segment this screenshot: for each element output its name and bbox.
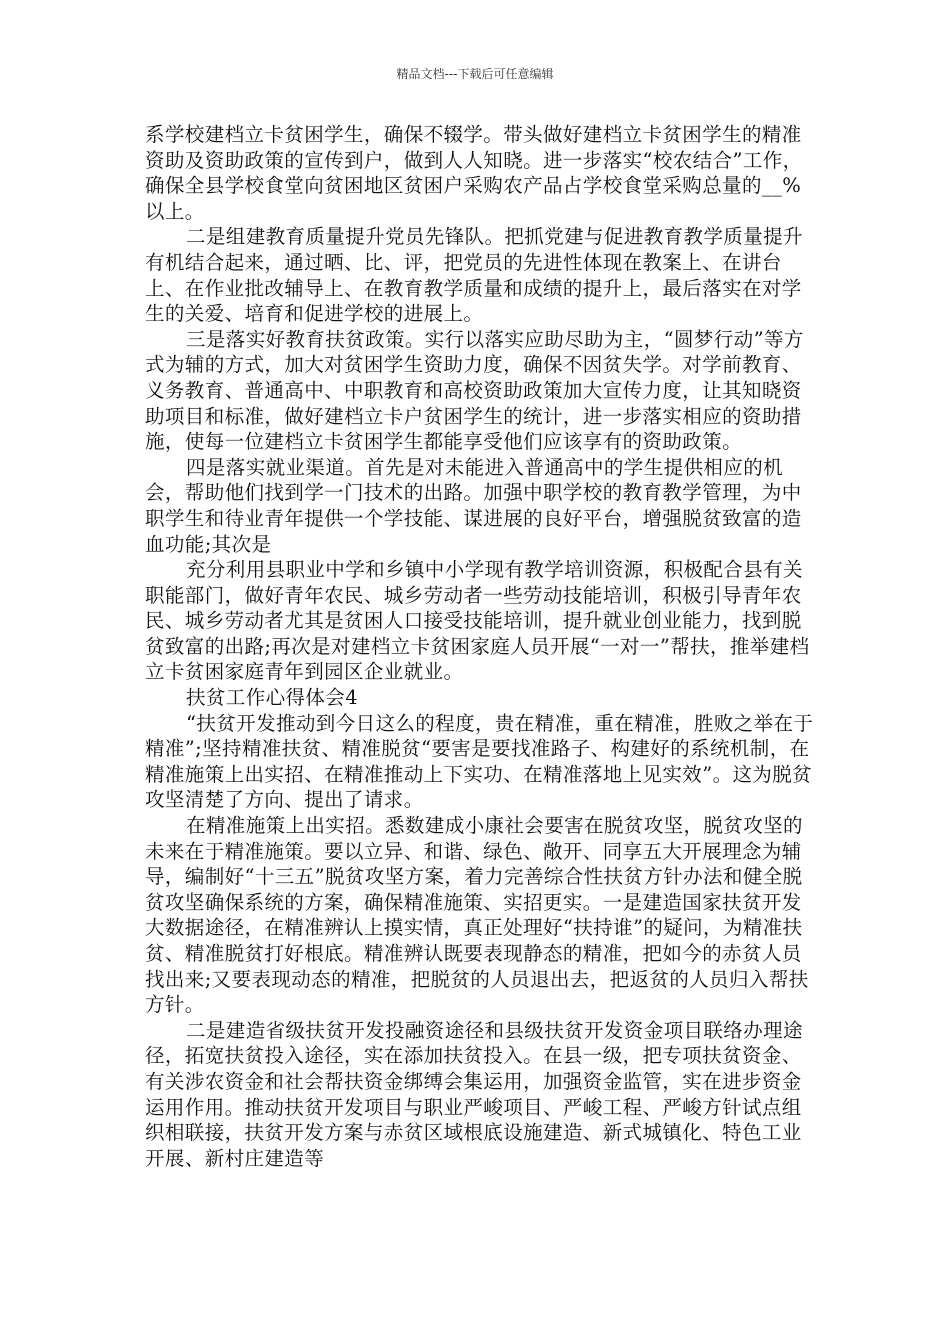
document-body <box>145 122 817 1171</box>
paragraph-3: 三是落实好教育扶贫政策。实行以落实应助尽助为主，“圆梦行动”等方式为辅的方式，加大对贫困学生资助力度，确保不因贫失学。对学前教育、义务教育、普通高中、中职教育和高校资助政策加大宣传力度，让其知晓资助项目和标准，做好建档立卡户贫困学生的统计，进一步落实相应的资助措施，使每一位建档立卡贫困学生都能享受他们应该享有的资助政策。 <box>145 327 804 454</box>
paragraph-4: 四是落实就业渠道。首先是对未能进入普通高中的学生提供相应的机会，帮助他们找到学一门技术的出路。加强中职学校的教育教学管理，为中职学生和待业青年提供一个学技能、谋进展的良好平台，增强脱贫致富的造血功能;其次是 <box>145 455 802 556</box>
paragraph-7: 在精准施策上出实招。悉数建成小康社会要害在脱贫攻坚，脱贫攻坚的未来在于精准施策。要以立异、和谐、绿色、敞开、同享五大开展理念为辅导，编制好“十三五”脱贫攻坚方案，着力完善综合性扶贫方针办法和健全脱贫攻坚确保系统的方案，确保精准施策、实招更实。一是建造国家扶贫开发大数据途径，在精准辨认上摸实情，真正处理好“扶持谁”的疑问，为精准扶贫、精准脱贫打好根底。精准辨认既要表现静态的精准，把如今的赤贫人员找出来;又要表现动态的精准，把脱贫的人员退出去，把返贫的人员归入帮扶方针。 <box>145 814 809 1017</box>
paragraph-5: 充分利用县职业中学和乡镇中小学现有教学培训资源，积极配合县有关职能部门，做好青年农民、城乡劳动者一些劳动技能培训，积极引导青年农民、城乡劳动者尤其是贫困人口接受技能培训，提升就业创业能力，找到脱贫致富的出路;再次是对建档立卡贫困家庭人员开展“一对一”帮扶，推举建档立卡贫困家庭青年到园区企业就业。 <box>145 558 810 684</box>
paragraph-2: 二是组建教育质量提升党员先锋队。把抓党建与促进教育教学质量提升有机结合起来，通过晒、比、评，把党员的先进性体现在教案上、在讲台上、在作业批改辅导上、在教育教学质量和成绩的提升上，最后落实在对学生的关爱、培育和促进学校的进展上。 <box>145 225 803 326</box>
page-header: 精品文档---下载后可任意编辑 <box>396 67 554 81</box>
section-heading: 扶贫工作心得体会4 <box>186 686 359 710</box>
paragraph-8: 二是建造省级扶贫开发投融资途径和县级扶贫开发资金项目联络办理途径，拓宽扶贫投入途径，实在添加扶贫投入。在县一级，把专项扶贫资金、有关涉农资金和社会帮扶资金绑缚会集运用，加强资金监管，实在进步资金运用作用。推动扶贫开发项目与职业严峻项目、严峻工程、严峻方针试点组织相联接，扶贫开发方案与赤贫区域根底设施建造、新式城镇化、特色工业开展、新村庄建造等 <box>145 1018 803 1170</box>
paragraph-6: “扶贫开发推动到今日这么的程度，贵在精准，重在精准，胜败之举在于精准”;坚持精准扶贫、精准脱贫“要害是要找准路子、构建好的系统机制，在精准施策上出实招、在精准推动上下实功、在精准落地上见实效”。这为脱贫攻坚清楚了方向、提出了请求。 <box>145 711 814 812</box>
paragraph-1: 系学校建档立卡贫困学生，确保不辍学。带头做好建档立卡贫困学生的精准资助及资助政策的宣传到户，做到人人知晓。进一步落实“校农结合”工作，确保全县学校食堂向贫困地区贫困户采购农产品占学校食堂采购总量的__%以上。 <box>145 123 803 223</box>
